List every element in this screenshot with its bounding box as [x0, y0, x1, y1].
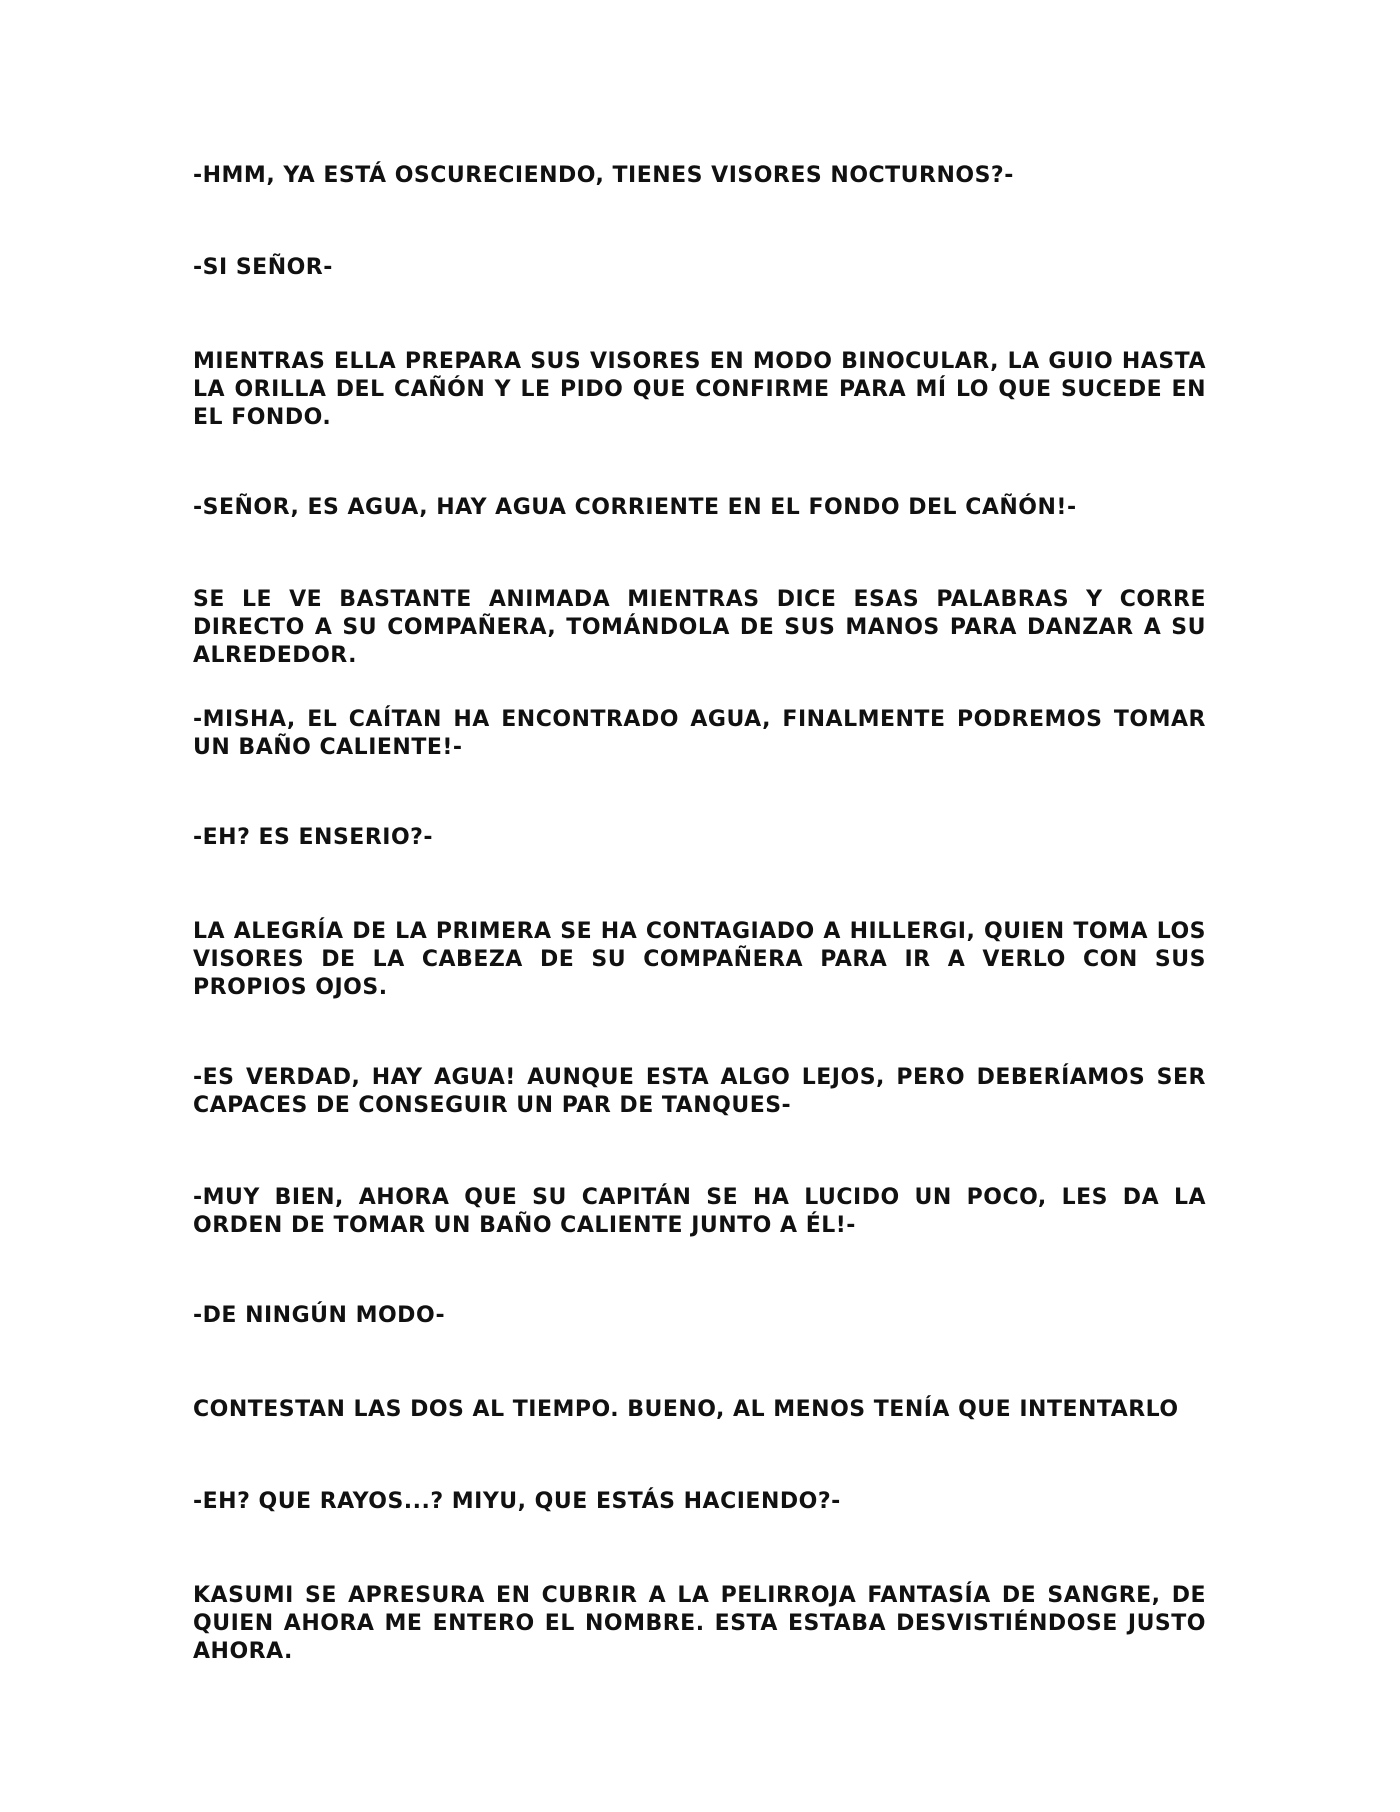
dialogue-line: -MUY BIEN, AHORA QUE SU CAPITÁN SE HA LUCIDO UN POCO, LES DA LA ORDEN DE TOMAR UN BAÑO CALIENTE JUNTO A ÉL!-	[193, 1185, 1206, 1238]
narration-paragraph: CONTESTAN LAS DOS AL TIEMPO. BUENO, AL MENOS TENÍA QUE INTENTARLO	[193, 1397, 1179, 1422]
dialogue-line: -ES VERDAD, HAY AGUA! AUNQUE ESTA ALGO LEJOS, PERO DEBERÍAMOS SER CAPACES DE CONSEGUIR UN PAR DE TANQUES-	[193, 1065, 1206, 1118]
dialogue-line: -MISHA, EL CAÍTAN HA ENCONTRADO AGUA, FINALMENTE PODREMOS TOMAR UN BAÑO CALIENTE!-	[193, 707, 1206, 760]
narration-paragraph: SE LE VE BASTANTE ANIMADA MIENTRAS DICE ESAS PALABRAS Y CORRE DIRECTO A SU COMPAÑERA, TOMÁNDOLA DE SUS MANOS PARA DANZAR A SU ALREDEDOR.	[193, 587, 1206, 668]
dialogue-line: -SI SEÑOR-	[193, 255, 333, 280]
dialogue-line: -EH? ES ENSERIO?-	[193, 825, 434, 850]
dialogue-line: -HMM, YA ESTÁ OSCURECIENDO, TIENES VISORES NOCTURNOS?-	[193, 163, 1014, 188]
narration-paragraph: MIENTRAS ELLA PREPARA SUS VISORES EN MODO BINOCULAR, LA GUIO HASTA LA ORILLA DEL CAÑÓN Y LE PIDO QUE CONFIRME PARA MÍ LO QUE SUCEDE EN EL FONDO.	[193, 349, 1206, 430]
dialogue-line: -DE NINGÚN MODO-	[193, 1303, 446, 1328]
narration-paragraph: KASUMI SE APRESURA EN CUBRIR A LA PELIRROJA FANTASÍA DE SANGRE, DE QUIEN AHORA ME ENTERO EL NOMBRE. ESTA ESTABA DESVISTIÉNDOSE JUSTO AHORA.	[193, 1583, 1206, 1664]
dialogue-line: -SEÑOR, ES AGUA, HAY AGUA CORRIENTE EN EL FONDO DEL CAÑÓN!-	[193, 495, 1077, 520]
narration-paragraph: LA ALEGRÍA DE LA PRIMERA SE HA CONTAGIADO A HILLERGI, QUIEN TOMA LOS VISORES DE LA CABEZA DE SU COMPAÑERA PARA IR A VERLO CON SUS PROPIOS OJOS.	[193, 919, 1206, 1000]
dialogue-line: -EH? QUE RAYOS...? MIYU, QUE ESTÁS HACIENDO?-	[193, 1489, 841, 1514]
